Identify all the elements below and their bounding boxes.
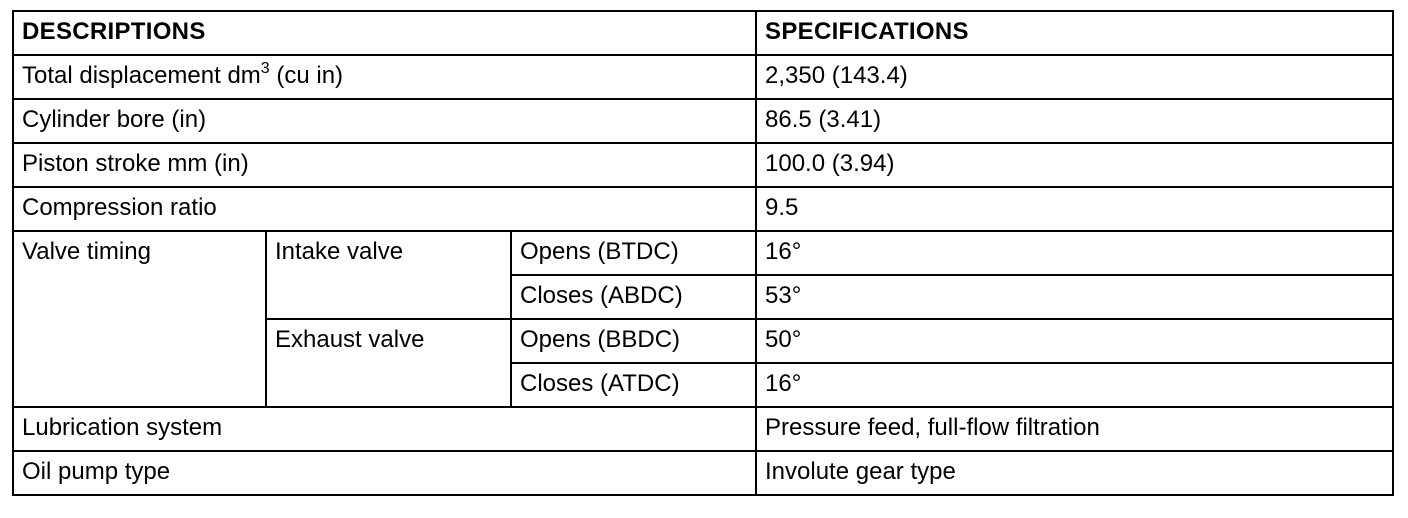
table-row: [13, 143, 1393, 187]
table-row: [13, 187, 1393, 231]
table-row: [13, 231, 1393, 275]
displacement-label-text: Total displacement dm: [22, 62, 261, 89]
specifications-table: [12, 10, 1394, 496]
intake-opens-label: Opens (BTDC): [511, 231, 756, 275]
table-row: [13, 55, 1393, 99]
compression-value: 9.5: [756, 187, 1393, 231]
stroke-label: Piston stroke mm (in): [13, 143, 756, 187]
specifications-header: SPECIFICATIONS: [756, 11, 1393, 55]
intake-opens-value: 16°: [756, 231, 1393, 275]
intake-closes-value: 53°: [756, 275, 1393, 319]
displacement-label-superscript: 3: [260, 60, 270, 77]
table-row: [13, 451, 1393, 495]
valve-timing-label: Valve timing: [13, 231, 266, 407]
bore-value: 86.5 (3.41): [756, 99, 1393, 143]
header-row: [13, 11, 1393, 55]
exhaust-closes-label: Closes (ATDC): [511, 363, 756, 407]
stroke-value: 100.0 (3.94): [756, 143, 1393, 187]
displacement-value: 2,350 (143.4): [756, 55, 1393, 99]
exhaust-valve-label: Exhaust valve: [266, 319, 511, 407]
oil-pump-label: Oil pump type: [13, 451, 756, 495]
displacement-label: [13, 55, 756, 99]
descriptions-header: DESCRIPTIONS: [13, 11, 756, 55]
intake-valve-label: Intake valve: [266, 231, 511, 319]
displacement-label-unit: (cu in): [269, 62, 344, 89]
exhaust-opens-value: 50°: [756, 319, 1393, 363]
lubrication-value: Pressure feed, full-flow filtration: [756, 407, 1393, 451]
exhaust-closes-value: 16°: [756, 363, 1393, 407]
intake-closes-label: Closes (ABDC): [511, 275, 756, 319]
exhaust-opens-label: Opens (BBDC): [511, 319, 756, 363]
compression-label: Compression ratio: [13, 187, 756, 231]
lubrication-label: Lubrication system: [13, 407, 756, 451]
bore-label: Cylinder bore (in): [13, 99, 756, 143]
table-row: [13, 99, 1393, 143]
oil-pump-value: Involute gear type: [756, 451, 1393, 495]
table-row: [13, 407, 1393, 451]
